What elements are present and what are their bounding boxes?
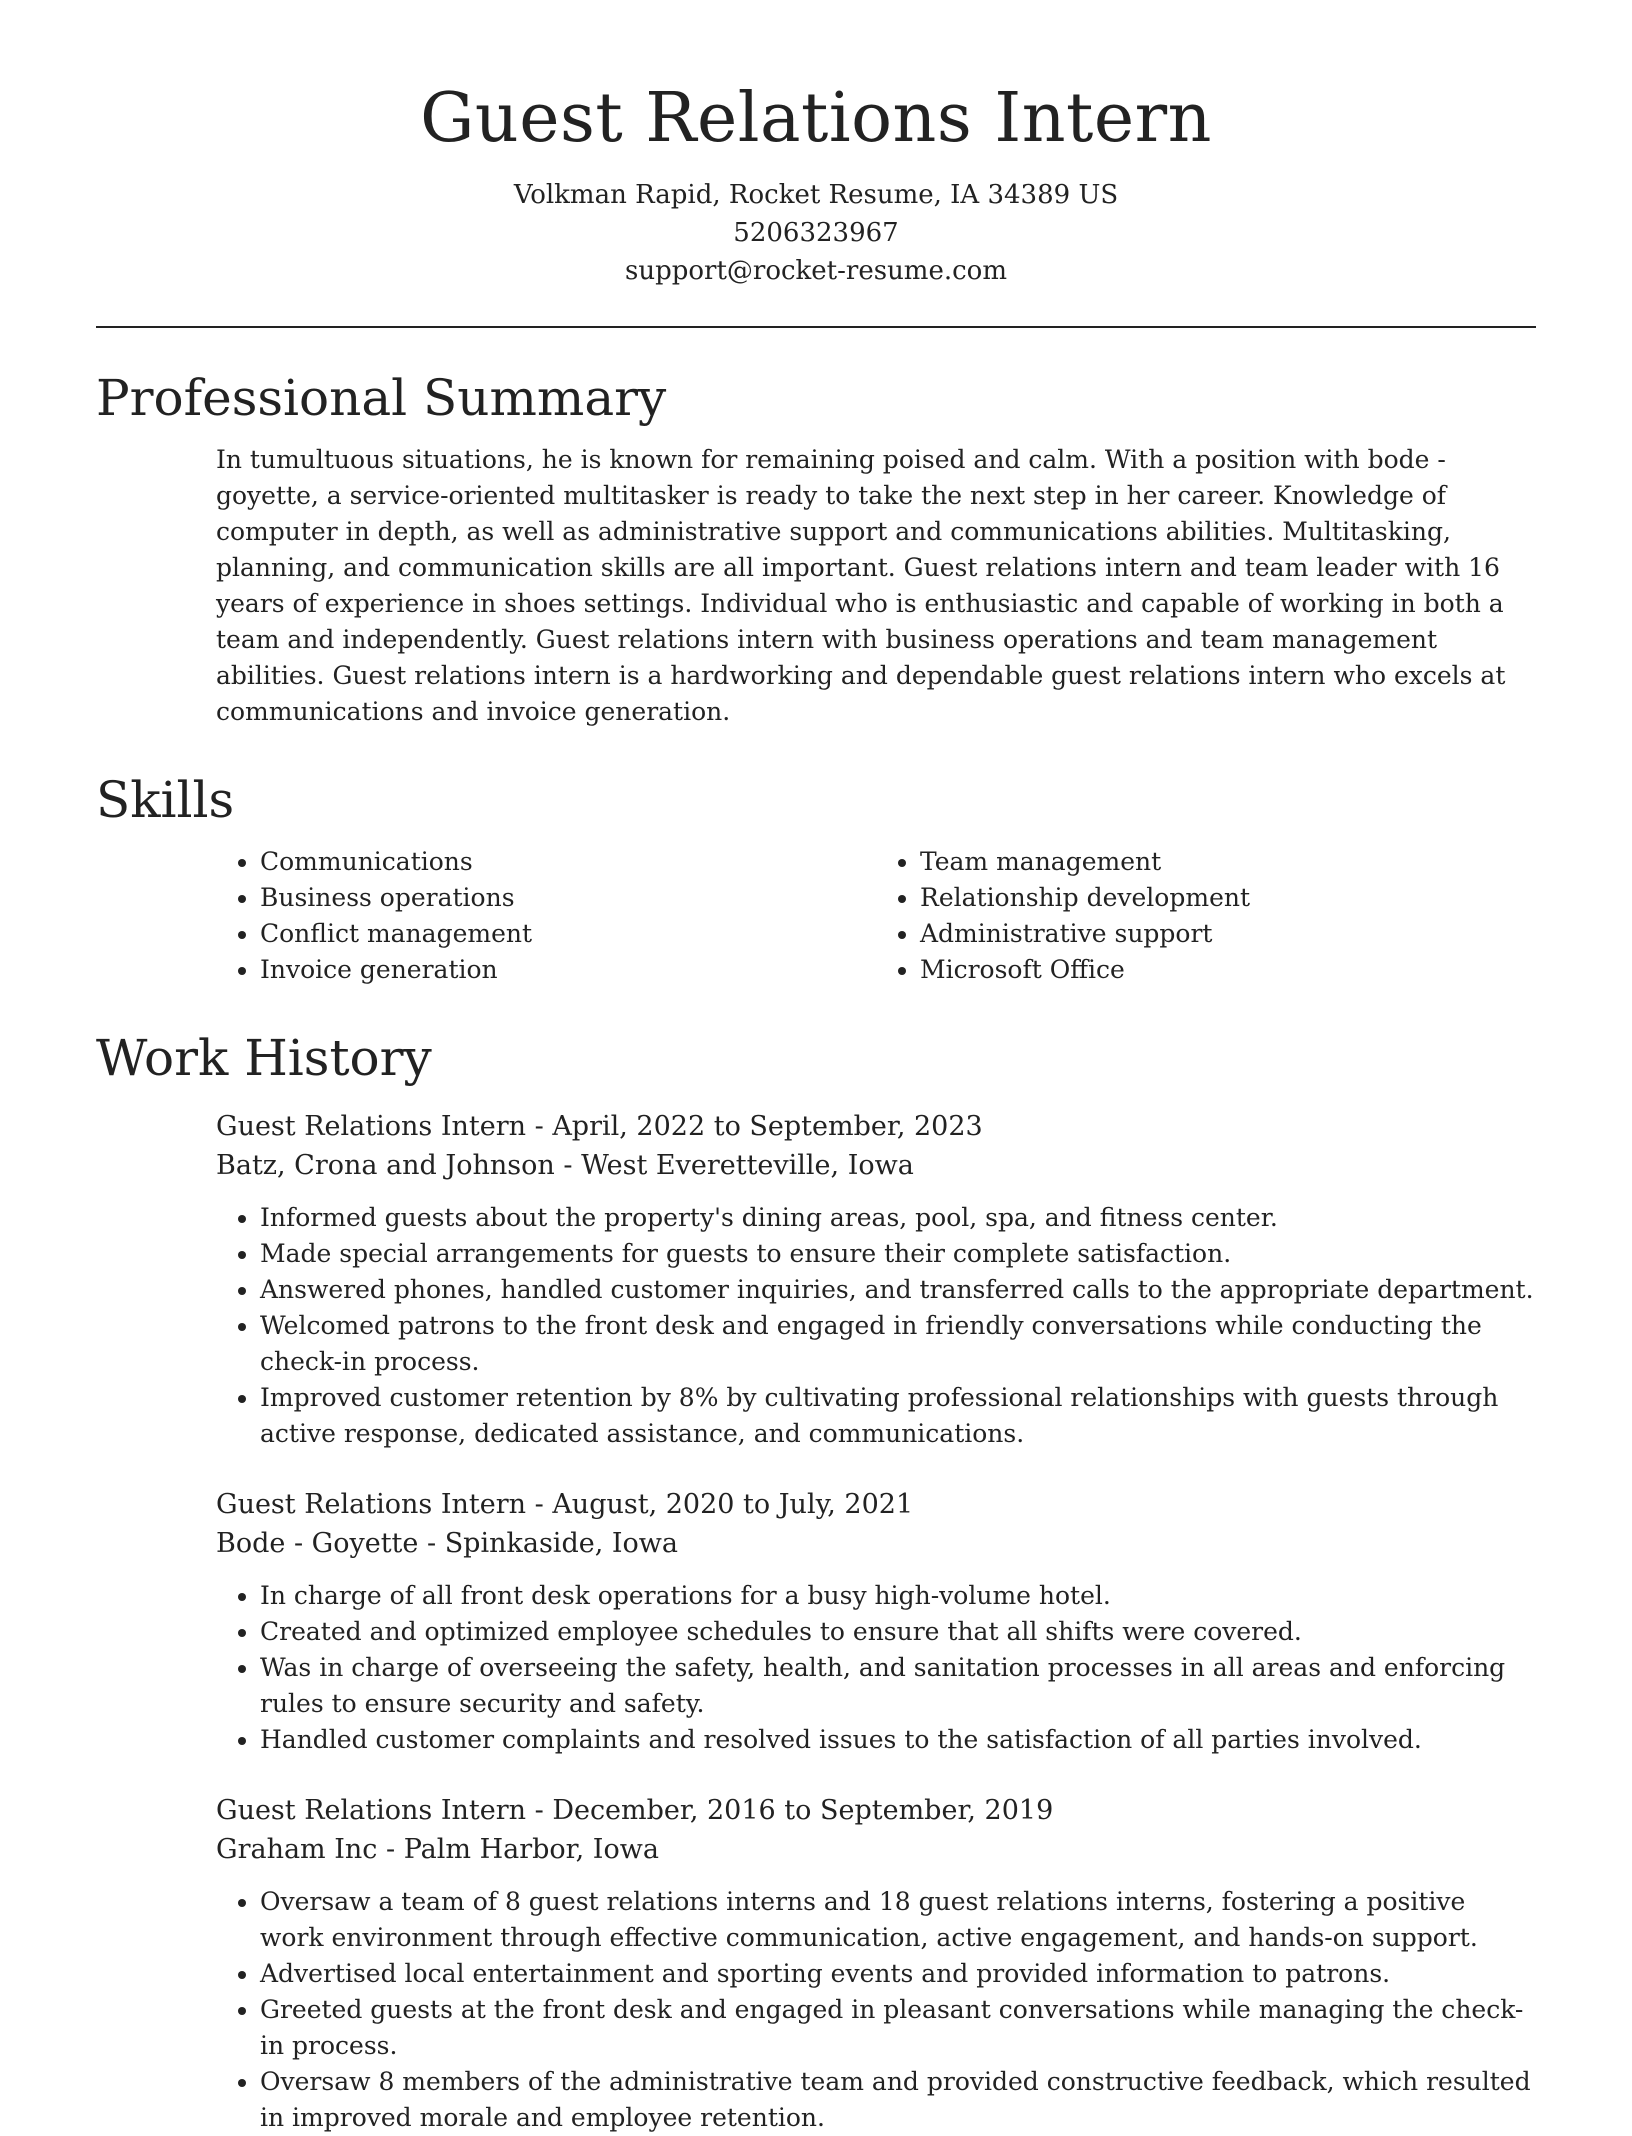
job-location: Palm Harbor, Iowa [403, 1834, 659, 1866]
job-dates: December, 2016 to September, 2019 [552, 1795, 1054, 1827]
skill-item: • Conflict management [260, 916, 876, 952]
job-company: Graham Inc [216, 1834, 378, 1866]
job-bullet: • Was in charge of overseeing the safety, health, and sanitation processes in all areas and enforcing rules to ensure security and safety. [260, 1650, 1536, 1722]
job-title: Guest Relations Intern [216, 1795, 527, 1827]
job-bullet: • Made special arrangements for guests to ensure their complete satisfaction. [260, 1236, 1536, 1272]
job-bullet: • Oversaw 8 members of the administrative team and provided constructive feedback, which resulted in improved morale and employee retention. [260, 2064, 1536, 2136]
skill-item: • Communications [260, 844, 876, 880]
job-bullet: • Answered phones, handled customer inquiries, and transferred calls to the appropriate department. [260, 1272, 1536, 1308]
job-bullet: • Greeted guests at the front desk and engaged in pleasant conversations while managing the check-in process. [260, 1992, 1536, 2064]
skills-grid [216, 844, 1536, 988]
job-bullet: • Informed guests about the property's dining areas, pool, spa, and fitness center. [260, 1200, 1536, 1236]
job-company: Bode - Goyette [216, 1528, 419, 1560]
job-entry [216, 1108, 1536, 1452]
summary-text: In tumultuous situations, he is known for remaining poised and calm. With a position with bode - goyette, a service-oriented multitasker is ready to take the next step in her career. Knowledge of computer in depth, as well as administrative support and communications abilities. Multitasking, planning, and communication skills are all important. Guest relations intern and team leader with 16 years of experience in shoes settings. Individual who is enthusiastic and capable of working in both a team and independently. Guest relations intern with business operations and team management abilities. Guest relations intern is a hardworking and dependable guest relations intern who excels at communications and invoice generation. [216, 445, 1506, 727]
job-location: West Everetteville, Iowa [581, 1150, 914, 1182]
job-bullet: • Advertised local entertainment and sporting events and provided information to patrons. [260, 1956, 1536, 1992]
job-title: Guest Relations Intern [216, 1111, 527, 1143]
contact-info [96, 176, 1536, 290]
job-bullet: • Oversaw a team of 8 guest relations interns and 18 guest relations interns, fostering a positive work environment through effective communication, active engagement, and hands-on support. [260, 1884, 1536, 1956]
job-title-line: Guest Relations Intern - April, 2022 to September, 2023 [216, 1111, 983, 1143]
job-company-line: Bode - Goyette - Spinkaside, Iowa [216, 1528, 678, 1560]
job-title-line: Guest Relations Intern - December, 2016 to September, 2019 [216, 1795, 1054, 1827]
contact-phone: 5206323967 [733, 218, 899, 249]
contact-email: support@rocket-resume.com [624, 256, 1007, 287]
job-bullets [216, 1884, 1536, 2136]
job-bullets [216, 1578, 1536, 1758]
summary-heading: Professional Summary [96, 369, 667, 428]
job-bullet: • Improved customer retention by 8% by cultivating professional relationships with guests through active response, dedicated assistance, and communications. [260, 1380, 1536, 1452]
job-bullet: • Created and optimized employee schedules to ensure that all shifts were covered. [260, 1614, 1536, 1650]
work-history-section [96, 1028, 1536, 2136]
job-dates: April, 2022 to September, 2023 [552, 1111, 983, 1143]
job-entry [216, 1486, 1536, 1758]
skills-list-left [216, 844, 876, 988]
job-bullet: • In charge of all front desk operations for a busy high-volume hotel. [260, 1578, 1536, 1614]
header-divider [96, 326, 1536, 328]
job-bullet: • Handled customer complaints and resolved issues to the satisfaction of all parties involved. [260, 1722, 1536, 1758]
job-entry [216, 1792, 1536, 2136]
job-company: Batz, Crona and Johnson [216, 1150, 555, 1182]
skills-section [96, 770, 1536, 988]
job-location: Spinkaside, Iowa [444, 1528, 678, 1560]
contact-address: Volkman Rapid, Rocket Resume, IA 34389 US [513, 180, 1119, 211]
skill-item: • Team management [920, 844, 1536, 880]
skill-item: • Business operations [260, 880, 876, 916]
skill-item: • Microsoft Office [920, 952, 1536, 988]
job-title: Guest Relations Intern [216, 1489, 527, 1521]
skill-item: • Administrative support [920, 916, 1536, 952]
job-dates: August, 2020 to July, 2021 [552, 1489, 914, 1521]
job-bullets [216, 1200, 1536, 1452]
candidate-name: Guest Relations Intern [420, 79, 1212, 158]
job-company-line: Graham Inc - Palm Harbor, Iowa [216, 1834, 659, 1866]
summary-section [96, 368, 1536, 730]
skill-item: • Relationship development [920, 880, 1536, 916]
skills-list-right [876, 844, 1536, 988]
resume-header [96, 0, 1536, 290]
job-title-line: Guest Relations Intern - August, 2020 to July, 2021 [216, 1489, 914, 1521]
skills-heading: Skills [96, 771, 235, 830]
work-history-heading: Work History [96, 1029, 432, 1088]
job-company-line: Batz, Crona and Johnson - West Everetteville, Iowa [216, 1150, 914, 1182]
job-bullet: • Welcomed patrons to the front desk and engaged in friendly conversations while conducting the check-in process. [260, 1308, 1536, 1380]
skill-item: • Invoice generation [260, 952, 876, 988]
